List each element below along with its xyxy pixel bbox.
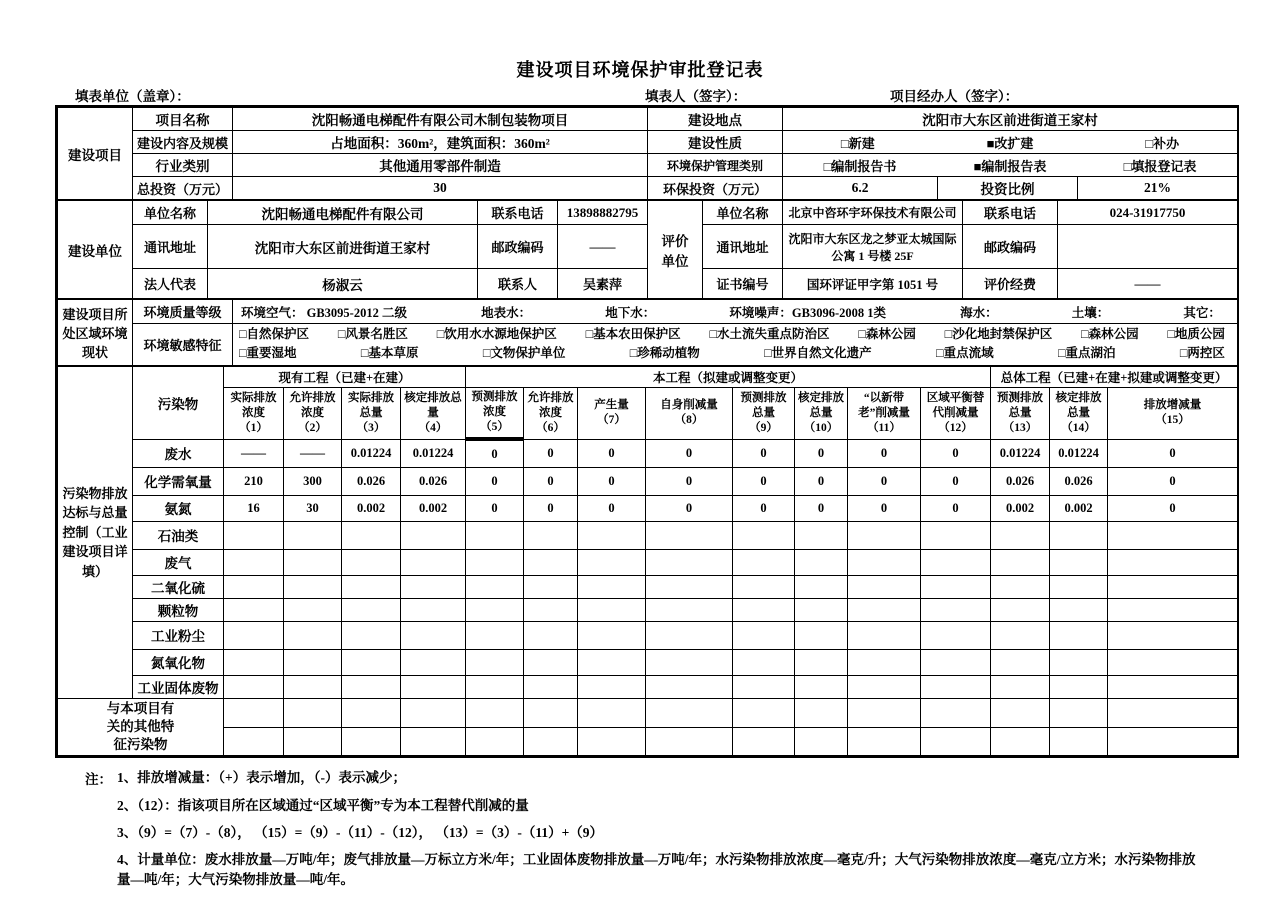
note-item: 2、（12）：指该项目所在区域通过“区域平衡”专为本工程替代削减的量 <box>117 797 529 813</box>
cell: 0.002 <box>401 495 466 521</box>
env-invest-label: 环保投资（万元） <box>648 177 783 200</box>
cell: 0 <box>1108 495 1238 521</box>
evaluator-postal-label: 邮政编码 <box>963 225 1058 269</box>
builder-legal-value: 杨淑云 <box>208 269 478 299</box>
table-row <box>58 521 1238 549</box>
cell: 0 <box>646 495 733 521</box>
quality-item: 地下水： <box>605 305 656 320</box>
checkbox-option: ■编制报告表 <box>973 158 1047 174</box>
evaluator-addr-value: 沈阳市大东区龙之梦亚太城国际公寓 1 号楼 25F <box>783 225 963 269</box>
quality-item: 环境空气： GB3095-2012 二级 <box>241 305 407 320</box>
builder-legal-label: 法人代表 <box>133 269 208 299</box>
checkbox-option: □补办 <box>1145 135 1180 151</box>
col-header: 核定排放总量 （14） <box>1050 387 1108 439</box>
cell: 0.01224 <box>1050 439 1108 467</box>
quality-item: 其它： <box>1183 305 1221 320</box>
band-total: 总体工程（已建+在建+拟建或调整变更） <box>991 366 1238 387</box>
col-header: 预测排放浓度 （5） <box>466 387 524 439</box>
pollution-section-label: 污染物排放达标与总量控制（工业建设项目详填） <box>58 366 133 698</box>
cell: 0.026 <box>401 467 466 495</box>
project-name-value: 沈阳畅通电梯配件有限公司木制包装物项目 <box>233 108 648 131</box>
checkbox-option: □森林公园 <box>1081 327 1139 341</box>
table-row <box>58 621 1238 649</box>
ratio-value: 21% <box>1078 177 1238 200</box>
pollutant-name: 氮氧化物 <box>133 649 224 675</box>
checkbox-option: □珍稀动植物 <box>629 346 700 361</box>
col-header: 允许排放浓度 （6） <box>524 387 578 439</box>
mgmt-options <box>783 154 1238 177</box>
cell: 0.002 <box>342 495 401 521</box>
form-title: 建设项目环境保护审批登记表 <box>516 60 764 80</box>
col-header: 区域平衡替代削减量 （12） <box>921 387 991 439</box>
pollutant-name: 化学需氧量 <box>133 467 224 495</box>
checkbox-option: □森林公园 <box>858 327 916 341</box>
pollutant-name: 废水 <box>133 439 224 467</box>
pollutant-name: 废气 <box>133 549 224 575</box>
notes-items <box>117 768 1202 897</box>
builder-name-value: 沈阳畅通电梯配件有限公司 <box>208 201 478 225</box>
project-section-table <box>57 107 1238 200</box>
cell: 0 <box>1108 467 1238 495</box>
builder-postal-value: —— <box>558 225 648 269</box>
quality-item: 土壤： <box>1071 305 1110 320</box>
industry-value: 其他通用零部件制造 <box>233 154 648 177</box>
signature-row <box>55 85 1235 105</box>
cell: 0 <box>646 439 733 467</box>
checkbox-option: □文物保护单位 <box>482 346 566 361</box>
note-item: 3、（9）=（7）-（8）， （15）=（9）-（11）-（12）， （13）=（3）-（11）+（9） <box>117 824 604 840</box>
pollutant-name: 石油类 <box>133 521 224 549</box>
builder-contact-value: 吴素萍 <box>558 269 648 299</box>
cell: 0 <box>1108 439 1238 467</box>
band-current: 本工程（拟建或调整变更） <box>466 366 991 387</box>
pollutant-col-header: 污染物 <box>133 366 224 439</box>
cell: 0.01224 <box>401 439 466 467</box>
evaluator-phone-label: 联系电话 <box>963 201 1058 225</box>
table-row <box>58 698 1238 727</box>
cell: 0 <box>524 495 578 521</box>
cell: 0 <box>578 495 646 521</box>
builder-contact-label: 联系人 <box>478 269 558 299</box>
table-row <box>58 649 1238 675</box>
pollutant-name: 工业粉尘 <box>133 621 224 649</box>
col-header: 预测排放总量 （13） <box>991 387 1050 439</box>
cell: —— <box>224 439 284 467</box>
builder-phone-label: 联系电话 <box>478 201 558 225</box>
checkbox-option: □重点湖泊 <box>1057 346 1116 361</box>
table-row <box>58 727 1238 756</box>
cell: 0 <box>921 495 991 521</box>
checkbox-option: □水土流失重点防治区 <box>709 327 830 341</box>
region-section-label: 建设项目所处区域环境现状 <box>58 300 133 366</box>
col-header: 实际排放浓度 （1） <box>224 387 284 439</box>
cell: 0 <box>646 467 733 495</box>
handler-sign-label: 项目经办人（签字）： <box>890 89 1019 104</box>
notes-prefix: 注： <box>85 772 112 788</box>
cell: 0.01224 <box>342 439 401 467</box>
cell: 30 <box>284 495 342 521</box>
col-header: 核定排放总量 （10） <box>795 387 848 439</box>
industry-label: 行业类别 <box>133 154 233 177</box>
cell: 0 <box>578 467 646 495</box>
checkbox-option: ■改扩建 <box>986 135 1034 151</box>
checkbox-option: □沙化地封禁保护区 <box>944 327 1053 341</box>
nature-label: 建设性质 <box>648 131 783 154</box>
cell: —— <box>284 439 342 467</box>
cell: 0 <box>524 439 578 467</box>
cell: 0 <box>733 439 795 467</box>
pollutant-name: 颗粒物 <box>133 598 224 621</box>
scale-label: 建设内容及规模 <box>133 131 233 154</box>
project-section-label: 建设项目 <box>58 108 133 200</box>
col-header: “以新带老”削减量 （11） <box>848 387 921 439</box>
units-section-table <box>57 200 1238 299</box>
table-row <box>58 575 1238 598</box>
table-row <box>58 598 1238 621</box>
cell: 0 <box>578 439 646 467</box>
form-table <box>55 105 1239 758</box>
table-row <box>58 495 1238 521</box>
checkbox-option: □基本农田保护区 <box>585 327 681 341</box>
evaluator-fee-value: —— <box>1058 269 1238 299</box>
table-row <box>58 439 1238 467</box>
evaluator-cert-value: 国环评证甲字第 1051 号 <box>783 269 963 299</box>
quality-item: 地表水： <box>481 305 532 320</box>
cell: 0.026 <box>991 467 1050 495</box>
builder-name-label: 单位名称 <box>133 201 208 225</box>
evaluator-fee-label: 评价经费 <box>963 269 1058 299</box>
sensitive-label: 环境敏感特征 <box>133 324 233 366</box>
sensitive-values <box>233 324 1238 366</box>
evaluator-section-label: 评价单位 <box>648 201 703 299</box>
stamp-unit-label: 填表单位（盖章）： <box>75 89 190 104</box>
evaluator-cert-label: 证书编号 <box>703 269 783 299</box>
col-header: 实际排放总量 （3） <box>342 387 401 439</box>
col-header: 自身削减量 （8） <box>646 387 733 439</box>
quality-label: 环境质量等级 <box>133 300 233 324</box>
builder-phone-value: 13898882795 <box>558 201 648 225</box>
cell: 0 <box>795 439 848 467</box>
quality-values <box>233 300 1238 324</box>
cell: 0 <box>733 467 795 495</box>
checkbox-option: □填报登记表 <box>1123 158 1197 174</box>
cell: 0 <box>524 467 578 495</box>
checkbox-option: □地质公园 <box>1167 327 1225 341</box>
cell: 0 <box>795 467 848 495</box>
evaluator-addr-label: 通讯地址 <box>703 225 783 269</box>
cell: 210 <box>224 467 284 495</box>
builder-postal-label: 邮政编码 <box>478 225 558 269</box>
col-header: 核定排放总量 （4） <box>401 387 466 439</box>
cell: 0 <box>848 495 921 521</box>
cell: 0 <box>466 439 524 467</box>
cell: 0 <box>848 439 921 467</box>
band-existing: 现有工程（已建+在建） <box>224 366 466 387</box>
location-value: 沈阳市大东区前进街道王家村 <box>783 108 1238 131</box>
cell: 0.002 <box>991 495 1050 521</box>
evaluator-phone-value: 024-31917750 <box>1058 201 1238 225</box>
pollutant-name: 二氧化硫 <box>133 575 224 598</box>
builder-section-label: 建设单位 <box>58 201 133 299</box>
checkbox-option: □重要湿地 <box>239 346 297 361</box>
builder-addr-label: 通讯地址 <box>133 225 208 269</box>
checkbox-option: □编制报告书 <box>823 158 897 174</box>
cell: 0 <box>848 467 921 495</box>
cell: 0 <box>795 495 848 521</box>
cell: 0.026 <box>1050 467 1108 495</box>
table-row <box>58 549 1238 575</box>
checkbox-option: □重点流域 <box>936 346 994 361</box>
invest-value: 30 <box>233 177 648 200</box>
project-name-label: 项目名称 <box>133 108 233 131</box>
ratio-label: 投资比例 <box>938 177 1078 200</box>
evaluator-name-label: 单位名称 <box>703 201 783 225</box>
cell: 0.026 <box>342 467 401 495</box>
cell: 0 <box>921 467 991 495</box>
cell: 300 <box>284 467 342 495</box>
col-header: 排放增减量 （15） <box>1108 387 1238 439</box>
cell: 0.002 <box>1050 495 1108 521</box>
evaluator-name-value: 北京中咨环宇环保技术有限公司 <box>783 201 963 225</box>
region-section-table <box>57 299 1238 366</box>
cell: 0 <box>466 495 524 521</box>
evaluator-postal-value <box>1058 225 1238 269</box>
location-label: 建设地点 <box>648 108 783 131</box>
builder-addr-value: 沈阳市大东区前进街道王家村 <box>208 225 478 269</box>
table-row <box>58 675 1238 698</box>
quality-item: 海水： <box>960 305 998 320</box>
checkbox-option: □自然保护区 <box>239 327 310 341</box>
cell: 0 <box>733 495 795 521</box>
note-item: 4、计量单位：废水排放量—万吨/年；废气排放量—万标立方米/年；工业固体废物排放量—万吨/年；水污染物排放浓度—毫克/升；大气污染物排放浓度—毫克/立方米；水污染物排放量—吨/年；大气污染物排放量—吨/年。 <box>117 852 1196 888</box>
nature-options <box>783 131 1238 154</box>
checkbox-option: □两控区 <box>1179 346 1225 361</box>
checkbox-option: □风景名胜区 <box>337 327 408 341</box>
other-pollutants-label: 与本项目有关的其他特征污染物 <box>58 698 224 756</box>
note-item: 1、排放增减量：（+）表示增加，（-）表示减少； <box>117 770 406 786</box>
checkbox-option: □新建 <box>840 135 875 151</box>
mgmt-label: 环境保护管理类别 <box>648 154 783 177</box>
pollution-section-table <box>57 366 1238 757</box>
quality-item: 环境噪声：GB3096-2008 1类 <box>729 305 886 320</box>
pollutant-name: 工业固体废物 <box>133 675 224 698</box>
cell: 0.01224 <box>991 439 1050 467</box>
notes-block <box>85 768 1235 897</box>
filler-sign-label: 填表人（签字）： <box>645 89 747 104</box>
col-header: 允许排放浓度 （2） <box>284 387 342 439</box>
pollutant-name: 氨氮 <box>133 495 224 521</box>
table-row <box>58 467 1238 495</box>
checkbox-option: □世界自然文化遗产 <box>764 346 872 361</box>
env-invest-value: 6.2 <box>783 177 938 200</box>
scale-value: 占地面积：360m²，建筑面积：360m² <box>233 131 648 154</box>
checkbox-option: □饮用水水源地保护区 <box>436 327 557 341</box>
checkbox-option: □基本草原 <box>360 346 419 361</box>
cell: 0 <box>466 467 524 495</box>
invest-label: 总投资（万元） <box>133 177 233 200</box>
cell: 0 <box>921 439 991 467</box>
cell: 16 <box>224 495 284 521</box>
col-header: 产生量 （7） <box>578 387 646 439</box>
col-header: 预测排放总量 （9） <box>733 387 795 439</box>
